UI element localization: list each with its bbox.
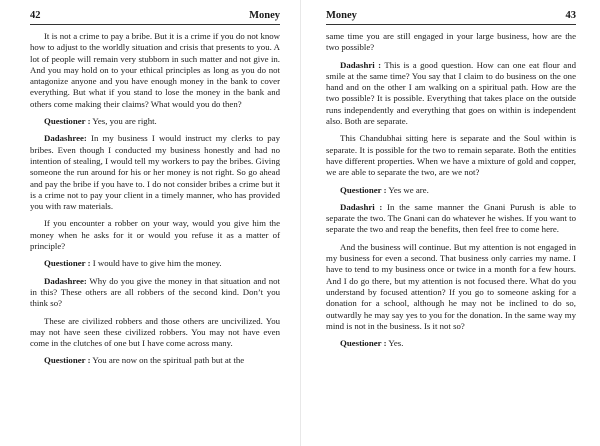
speaker-label: Dadashri : — [340, 201, 383, 212]
paragraph-text: This is a good question. How can one eat flour and smile at the same time? You say that I claim to do business on the one hand and on the other I am walking on a spiritual path. How are the two possible? It is possible. Everything that takes place on the outside runs independently and everything that goes on within is independent also. Both are separate. — [326, 59, 576, 127]
paragraph — [30, 355, 280, 366]
paragraph — [326, 60, 576, 128]
paragraph — [326, 338, 576, 349]
paragraph-text: I would have to give him the money. — [90, 258, 222, 269]
paragraph-text: Yes we are. — [386, 184, 429, 195]
paragraph-text: This Chandubhai sitting here is separate and the Soul within is separate. It is possible for the two to remain separate. Both the entities have different properties. When we have a mixture of gold and copper, we are able to separate the two, are we not? — [326, 133, 576, 178]
right-page-number: 43 — [565, 10, 576, 21]
speaker-label: Questioner : — [44, 116, 91, 127]
paragraph-text: You are now on the spiritual path but at the — [90, 355, 245, 366]
paragraph — [30, 116, 280, 127]
paragraph — [30, 316, 280, 350]
paragraph-text: Yes, you are right. — [90, 116, 157, 127]
paragraph-text: These are civilized robbers and those others are uncivilized. You may not have seen these civilized robbers. You may not have even come in the clutches of one but I have come across many. — [30, 315, 280, 349]
speaker-label: Dadashri : — [340, 59, 382, 70]
left-page-body — [30, 31, 280, 367]
left-running-title: Money — [249, 10, 280, 21]
paragraph-text: Yes. — [386, 338, 404, 349]
right-page — [300, 0, 600, 446]
speaker-label: Questioner : — [340, 338, 387, 349]
paragraph — [326, 242, 576, 332]
paragraph — [30, 276, 280, 310]
gutter — [300, 0, 301, 446]
paragraph-text: If you encounter a robber on your way, would you give him the money when he asks for it or would you refuse it as a matter of principle? — [30, 218, 280, 252]
right-running-title: Money — [326, 10, 357, 21]
paragraph-text: same time you are still engaged in your large business, how are the two possible? — [326, 31, 576, 53]
paragraph — [326, 185, 576, 196]
right-page-body — [326, 31, 576, 349]
paragraph-text: And the business will continue. But my attention is not engaged in my business for even a second. That business only carries my name. I have to tend to my business once or twice in a month for a few hours. And I do go there, but my attention is not focused there. What do you understand by focused attention? If you go to someone asking for a donation for a school, although he may not be inclined to do so, outwardly he may say yes to you for the donation. In the same way my mind is not in the business. Is it not so? — [326, 241, 576, 331]
speaker-label: Dadashree: — [44, 275, 87, 286]
paragraph-text: Why do you give the money in that situation and not in this? These others are all robbers of the second kind. Don’t you think so? — [30, 275, 280, 309]
paragraph — [30, 218, 280, 252]
paragraph — [326, 133, 576, 178]
paragraph-text: In the same manner the Gnani Purush is able to separate the two. The Gnani can do whatever he wishes. If you want to separate the two and reap the benefits, then feel free to come here. — [326, 201, 576, 235]
left-page-number: 42 — [30, 10, 41, 21]
speaker-label: Questioner : — [44, 258, 91, 269]
right-page-header — [326, 10, 576, 25]
speaker-label: Dadashree: — [44, 133, 87, 144]
paragraph — [326, 31, 576, 54]
paragraph-text: It is not a crime to pay a bribe. But it is a crime if you do not know how to adjust to the worldly situation and crisis that presents to you. A lot of people will remain very stubborn in such matter and not give in. And you may hold on to your ethical principles as long as you do not antagonize anyone and you have enough money in the bank to cover everything. But what if you stand to lose the money in the bank and others come making their claims? What would you do then? — [30, 31, 280, 109]
paragraph — [326, 202, 576, 236]
speaker-label: Questioner : — [44, 355, 91, 366]
paragraph — [30, 133, 280, 212]
paragraph — [30, 258, 280, 269]
paragraph-text: In my business I would instruct my clerks to pay bribes. Even though I conducted my business honestly and had no intention of stealing, I would tell my workers to pay the bribes. Giving someone the run around for his or her money is not right. So go ahead and pay the bribe if you have to. I do not consider bribes a crime but it is a crime not to pay your client in a timely manner, who has provided you with raw materials. — [30, 133, 280, 212]
paragraph — [30, 31, 280, 110]
speaker-label: Questioner : — [340, 184, 387, 195]
left-page-header — [30, 10, 280, 25]
